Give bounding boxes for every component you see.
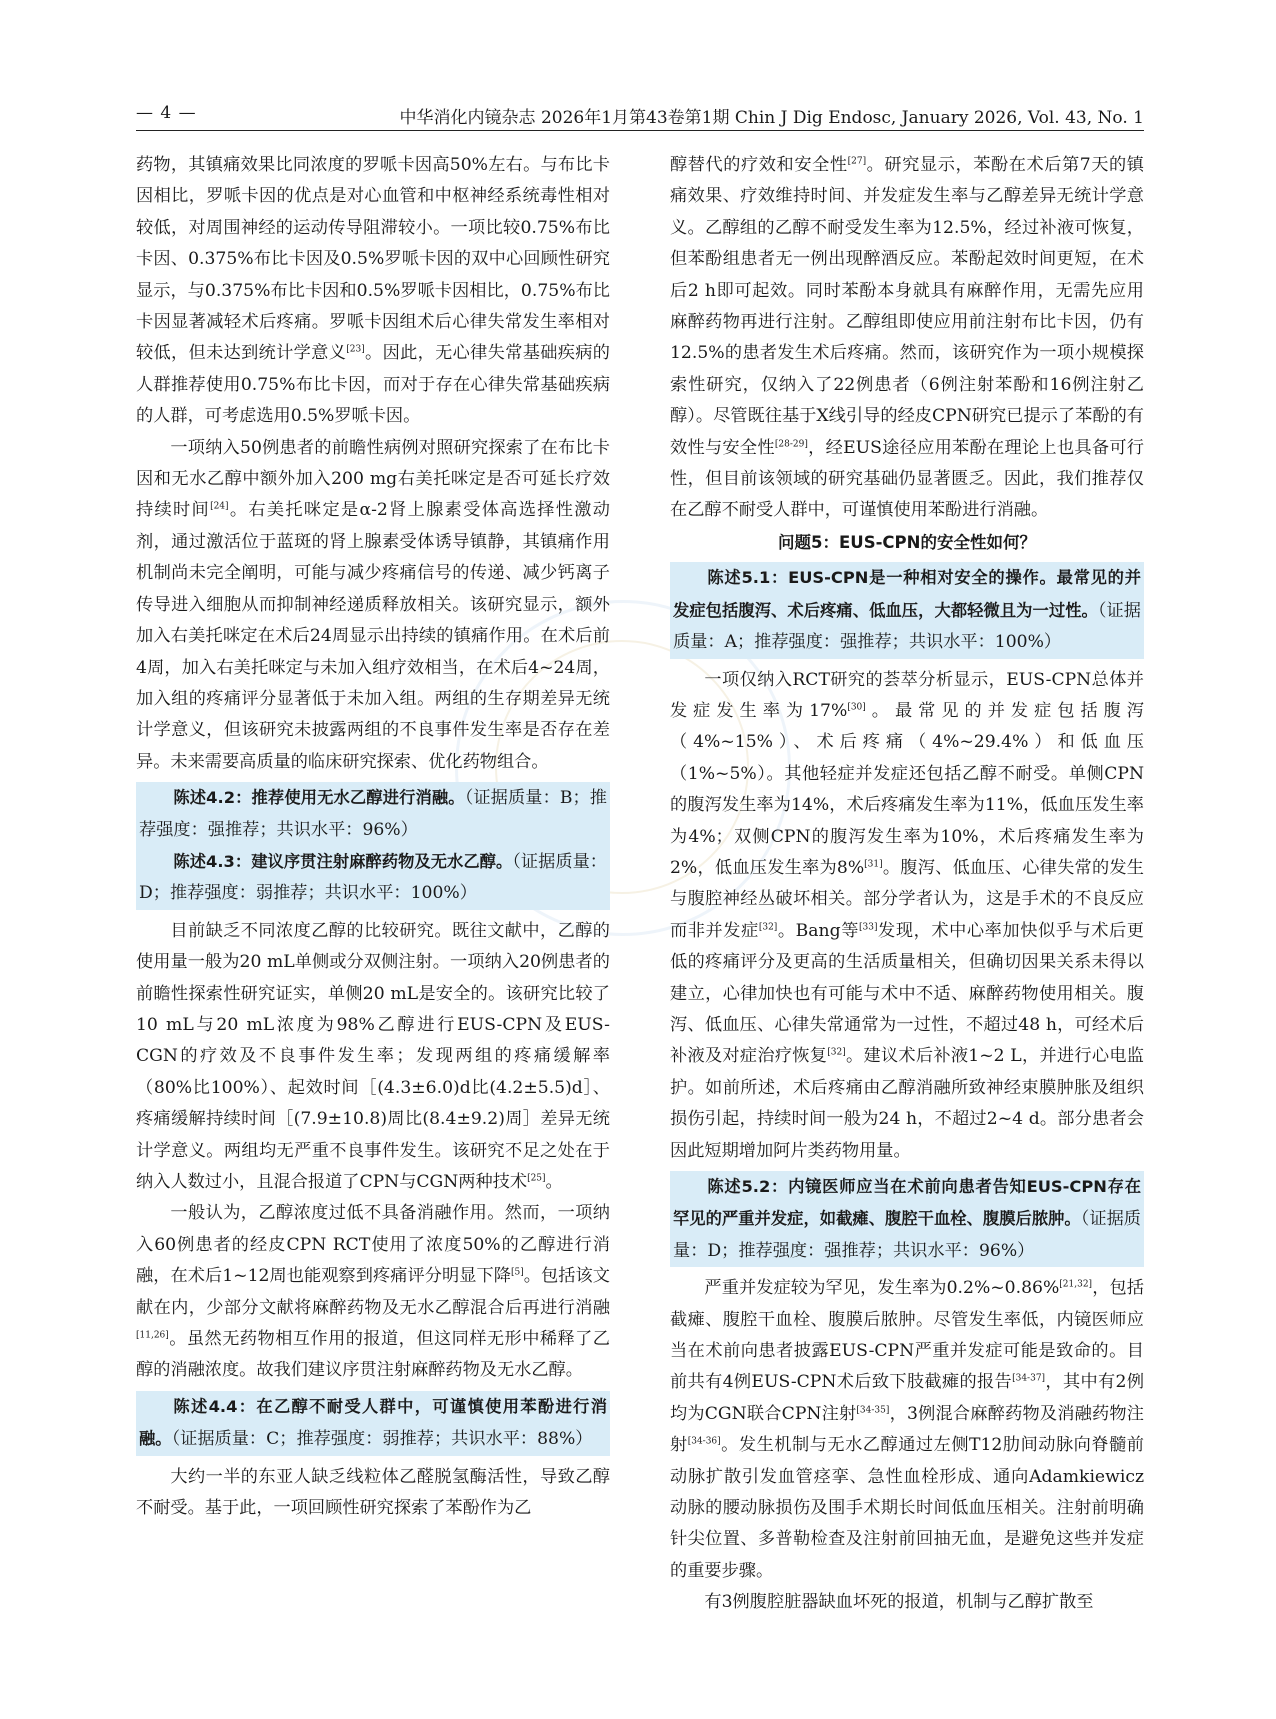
right-column [670,150,1144,1619]
header-rule [136,130,1144,131]
paragraph: 一项纳入50例患者的前瞻性病例对照研究探索了在布比卡因和无水乙醇中额外加入200 mg右美托咪定是否可延长疗效持续时间[24]。右美托咪定是α-2肾上腺素受体高选择性激动剂，通过激活位于蓝斑的肾上腺素受体诱导镇静，其镇痛作用机制尚未完全阐明，可能与减少疼痛信号的传递、减少钙离子传导进入细胞从而抑制神经递质释放相关。该研究显示，额外加入右美托咪定在术后24周显示出持续的镇痛作用。在术后前4周，加入右美托咪定与未加入组疗效相当，在术后4~24周，加入组的疼痛评分显著低于未加入组。两组的生存期差异无统计学意义，但该研究未披露两组的不良事件发生率是否存在差异。未来需要高质量的临床研究探索、优化药物组合。 [136,437,610,772]
question-5-heading: 问题5：EUS-CPN的安全性如何？ [778,532,1036,552]
statement-box-5-2 [670,1171,1144,1267]
paragraph: 大约一半的东亚人缺乏线粒体乙醛脱氢酶活性，导致乙醇不耐受。基于此，一项回顾性研究探索了苯酚作为乙 [136,1466,610,1519]
journal-running-head: 中华消化内镜杂志 2026年1月第43卷第1期 Chin J Dig Endosc, January 2026, Vol. 43, No. 1 [399,108,1144,128]
statement-5-1: 陈述5.1：EUS-CPN是一种相对安全的操作。最常见的并发症包括腹泻、术后疼痛、低血压，大都轻微且为一过性。（证据质量：A；推荐强度：强推荐；共识水平：100%） [673,568,1141,653]
page-number: — 4 — [136,103,197,123]
paragraph: 有3例腹腔脏器缺血坏死的报道，机制与乙醇扩散至 [704,1592,1094,1613]
left-column [136,150,610,1524]
paragraph: 一项仅纳入RCT研究的荟萃分析显示，EUS-CPN总体并发症发生率为17%[30]。最常见的并发症包括腹泻（4%~15%）、术后疼痛（4%~29.4%）和低血压（1%~5%）。其他轻症并发症还包括乙醇不耐受。单侧CPN的腹泻发生率为14%，术后疼痛发生率为11%，低血压发生率为4%；双侧CPN的腹泻发生率为10%，术后疼痛发生率为2%，低血压发生率为8%[31]。腹泻、低血压、心律失常的发生与腹腔神经丛破坏相关。部分学者认为，这是手术的不良反应而非并发症[32]。Bang等[33]发现，术中心率加快似乎与术后更低的疼痛评分及更高的生活质量相关，但确切因果关系未得以建立，心律加快也有可能与术中不适、麻醉药物使用相关。腹泻、低血压、心律失常通常为一过性，不超过48 h，可经术后补液及对症治疗恢复[32]。建议术后补液1~2 L，并进行心电监护。如前所述，术后疼痛由乙醇消融所致神经束膜肿胀及组织损伤引起，持续时间一般为24 h，不超过2~4 d。部分患者会因此短期增加阿片类药物用量。 [670,669,1144,1161]
page-header [136,103,1144,129]
statement-4-4: 陈述4.4：在乙醇不耐受人群中，可谨慎使用苯酚进行消融。（证据质量：C；推荐强度：弱推荐；共识水平：88%） [139,1396,607,1450]
statement-4-3: 陈述4.3：建议序贯注射麻醉药物及无水乙醇。（证据质量：D；推荐强度：弱推荐；共识水平：100%） [139,851,607,904]
paragraph: 严重并发症较为罕见，发生率为0.2%~0.86%[21,32]，包括截瘫、腹腔干血栓、腹膜后脓肿。尽管发生率低，内镜医师应当在术前向患者披露EUS-CPN严重并发症可能是致命的。目前共有4例EUS-CPN术后致下肢截瘫的报告[34-37]，其中有2例均为CGN联合CPN注射[34-35]，3例混合麻醉药物及消融药物注射[34-36]。发生机制与无水乙醇通过左侧T12肋间动脉向脊髓前动脉扩散引发血管痉挛、急性血栓形成、通向Adamkiewicz动脉的腰动脉损伤及围手术期长时间低血压相关。注射前明确针尖位置、多普勒检查及注射前回抽无血，是避免这些并发症的重要步骤。 [670,1278,1145,1581]
statement-5-2: 陈述5.2：内镜医师应当在术前向患者告知EUS-CPN存在罕见的严重并发症，如截瘫、腹腔干血栓、腹膜后脓肿。（证据质量：D；推荐强度：强推荐；共识水平：96%） [673,1177,1141,1261]
statement-4-2: 陈述4.2：推荐使用无水乙醇进行消融。（证据质量：B；推荐强度：强推荐；共识水平：96%） [139,788,607,840]
paragraph: 醇替代的疗效和安全性[27]。研究显示，苯酚在术后第7天的镇痛效果、疗效维持时间、并发症发生率与乙醇差异无统计学意义。乙醇组的乙醇不耐受发生率为12.5%，经过补液可恢复，但苯酚组患者无一例出现醉酒反应。苯酚起效时间更短，在术后2 h即可起效。同时苯酚本身就具有麻醉作用，无需先应用麻醉药物再进行注射。乙醇组即使应用前注射布比卡因，仍有12.5%的患者发生术后疼痛。然而，该研究作为一项小规模探索性研究，仅纳入了22例患者（6例注射苯酚和16例注射乙醇）。尽管既往基于X线引导的经皮CPN研究已提示了苯酚的有效性与安全性[28-29]，经EUS途径应用苯酚在理论上也具备可行性，但目前该领域的研究基础仍显著匮乏。因此，我们推荐仅在乙醇不耐受人群中，可谨慎使用苯酚进行消融。 [670,155,1144,521]
paragraph: 目前缺乏不同浓度乙醇的比较研究。既往文献中，乙醇的使用量一般为20 mL单侧或分双侧注射。一项纳入20例患者的前瞻性探索性研究证实，单侧20 mL是安全的。该研究比较了10 mL与20 mL浓度为98%乙醇进行EUS-CPN及EUS-CGN的疗效及不良事件发生率；发现两组的疼痛缓解率（80%比100%）、起效时间［(4.3±6.0)d比(4.2±5.5)d］、疼痛缓解持续时间［(7.9±10.8)周比(8.4±9.2)周］差异无统计学意义。两组均无严重不良事件发生。该研究不足之处在于纳入人数过小，且混合报道了CPN与CGN两种技术[25]。 [136,920,610,1192]
paragraph: 一般认为，乙醇浓度过低不具备消融作用。然而，一项纳入60例患者的经皮CPN RCT使用了浓度50%的乙醇进行消融，在术后1~12周也能观察到疼痛评分明显下降[5]。包括该文献在内，少部分文献将麻醉药物及无水乙醇混合后再进行消融[11,26]。虽然无药物相互作用的报道，但这同样无形中稀释了乙醇的消融浓度。故我们建议序贯注射麻醉药物及无水乙醇。 [136,1203,610,1381]
statement-box-4-4 [136,1391,610,1456]
statement-box-4-2-4-3 [136,782,610,910]
paragraph: 药物，其镇痛效果比同浓度的罗哌卡因高50%左右。与布比卡因相比，罗哌卡因的优点是对心血管和中枢神经系统毒性相对较低，对周围神经的运动传导阻滞较小。一项比较0.75%布比卡因、0.375%布比卡因及0.5%罗哌卡因的双中心回顾性研究显示，与0.375%布比卡因和0.5%罗哌卡因相比，0.75%布比卡因显著减轻术后疼痛。罗哌卡因组术后心律失常发生率相对较低，但未达到统计学意义[23]。因此，无心律失常基础疾病的人群推荐使用0.75%布比卡因，而对于存在心律失常基础疾病的人群，可考虑选用0.5%罗哌卡因。 [136,155,610,427]
statement-box-5-1 [670,562,1144,658]
